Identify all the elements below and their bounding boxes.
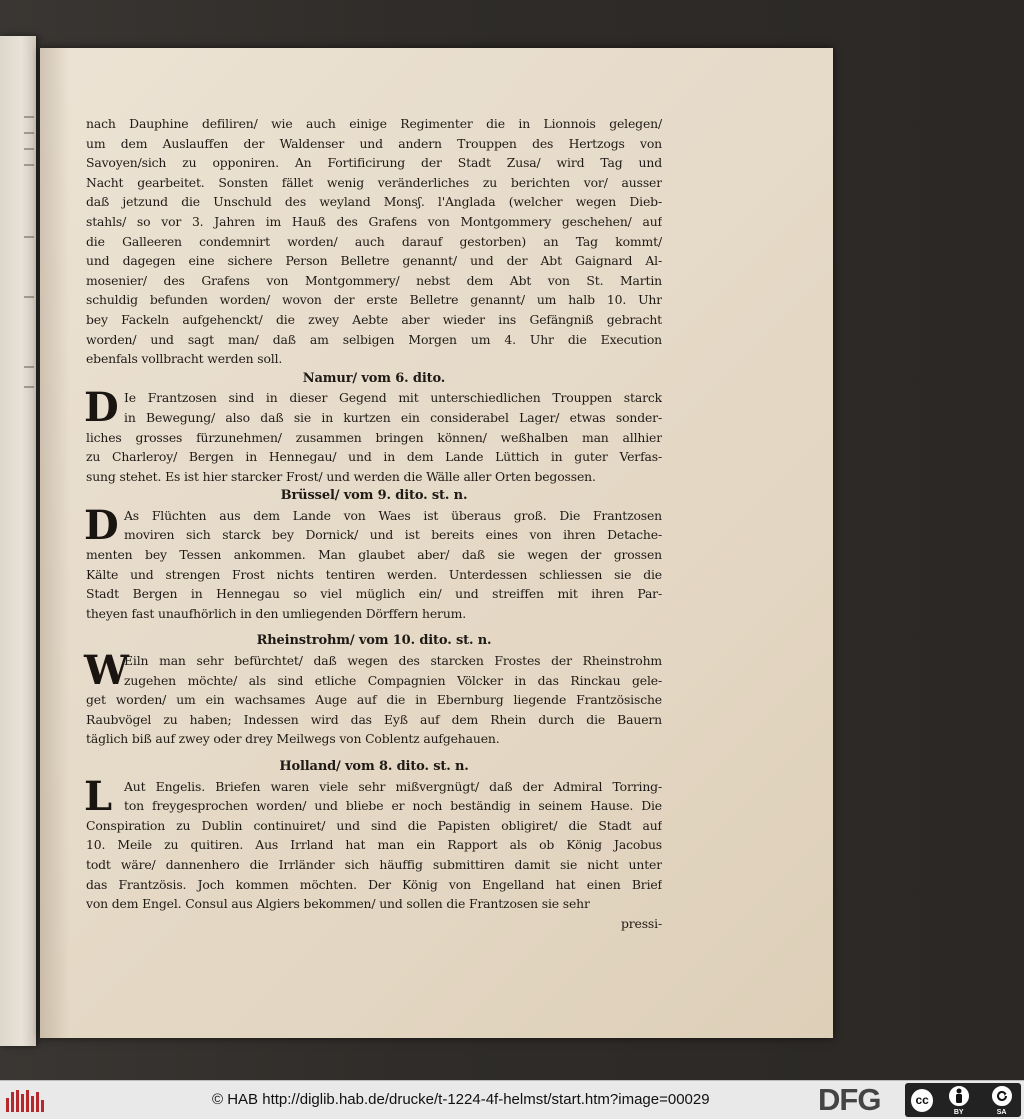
- text-line: moviren sich starck bey Dornick/ und ist bereits eines von ihren Detache-: [124, 527, 662, 543]
- paragraph-holland: [84, 772, 662, 914]
- text-line: todt wäre/ dannenhero die Irrländer sich häuffig submittiren damit sie nicht unter: [86, 856, 662, 872]
- text-line: Ie Frantzosen sind in dieser Gegend mit unterschiedlichen Trouppen starck: [124, 390, 662, 406]
- page-text: [86, 114, 662, 933]
- text-line: ebenfals vollbracht werden soll.: [86, 351, 283, 367]
- paragraph-rheinstrohm: [84, 647, 662, 749]
- heading-bruessel: Brüssel/ vom 9. dito. st. n.: [280, 488, 468, 504]
- text-line: von dem Engel. Consul aus Algiers bekommen/ und sollen die Frantzosen sie sehr: [86, 896, 590, 912]
- text-line: mosenier/ des Grafens von Montgommery/ nebst dem Abt von St. Martin: [86, 272, 662, 288]
- text-line: Conspiration zu Dublin continuiret/ und sind die Papisten obligiret/ die Stadt auf: [86, 817, 662, 833]
- text-line: Raubvögel zu haben; Indessen wird das Eyß auf dem Rhein durch die Bauern: [86, 711, 662, 727]
- text-line: die Galleeren condemnirt worden/ auch darauf gestorben) an Tag kommt/: [86, 233, 662, 249]
- previous-page-edge: [0, 36, 36, 1046]
- paragraph-continued: [86, 114, 662, 369]
- text-line: Stadt Bergen in Hennegau so viel müglich ein/ und streiffen mit ihren Par-: [86, 586, 662, 602]
- text-line: das Frantzösis. Joch kommen möchten. Der König von Engelland hat einen Brief: [86, 876, 662, 892]
- text-line: nach Dauphine defiliren/ wie auch einige Regimenter die in Lionnois gelegen/: [86, 116, 662, 131]
- paragraph-namur: [84, 384, 662, 486]
- text-line: um dem Auslauffen der Waldenser und andern Trouppen des Hertzogs von: [86, 135, 662, 151]
- text-line: und dagegen eine sichere Person Belletre genannt/ und der Abt Gaignard Al-: [86, 253, 662, 269]
- heading-namur: Namur/ vom 6. dito.: [302, 370, 446, 386]
- text-line: theyen fast unaufhörlich in den umliegenden Dörffern herum.: [86, 605, 467, 621]
- hab-logo-icon: [6, 1090, 46, 1112]
- text-line: ton freygesprochen worden/ und bliebe er noch beständig in seinem Hause. Die: [124, 798, 662, 814]
- text-line: liches grosses fürzunehmen/ zusammen bringen können/ weßhalben man allhier: [86, 429, 662, 445]
- scanned-page: [40, 48, 833, 1038]
- text-line: daß jetzund die Unschuld des weyland Monsʃ. l'Anglada (welcher wegen Dieb-: [86, 194, 662, 210]
- paragraph-bruessel: [84, 501, 662, 624]
- heading-rheinstrohm: Rheinstrohm/ vom 10. dito. st. n.: [256, 633, 492, 649]
- text-line: get worden/ um ein wachsames Auge auf die in Ebernburg liegende Frantzösische: [86, 692, 662, 708]
- attribution-person-icon: [947, 1084, 971, 1108]
- share-alike-icon: [990, 1084, 1014, 1108]
- dropcap-namur: D: [84, 384, 119, 432]
- text-line: stahls/ so vor 3. Jahren im Hauß des Grafens von Montgommery geschehen/ auf: [86, 213, 662, 229]
- source-link[interactable]: © HAB http://diglib.hab.de/drucke/t-1224-4f-helmst/start.htm?image=00029: [212, 1091, 710, 1108]
- text-line: schuldig befunden worden/ wovon der erste Belletre genannt/ um halb 10. Uhr: [86, 292, 662, 308]
- text-line: zugehen möchte/ als sind etliche Compagnien Völcker in das Rinckau gele-: [124, 672, 662, 688]
- text-line: sung stehet. Es ist hier starcker Frost/ und werden die Wälle aller Orten begossen.: [86, 468, 596, 484]
- sa-block: [982, 1083, 1021, 1117]
- text-line: zu Charleroy/ Bergen in Hennegau/ und in dem Lande Lüttich in guter Verfas-: [86, 449, 662, 465]
- by-label: BY: [953, 1109, 964, 1116]
- text-line: worden/ und sagt man/ daß am selbigen Morgen um 4. Uhr die Execution: [86, 331, 662, 347]
- cc-icon: cc: [909, 1087, 935, 1114]
- text-line: menten bey Tessen ankommen. Man glaubet aber/ daß sie wegen der grossen: [86, 547, 662, 563]
- text-line: Kälte und strengen Frost nichts tentiren werden. Unterdessen schliessen sie die: [86, 566, 662, 582]
- catchword: pressi-: [620, 915, 662, 931]
- text-line: Eiln man sehr befürchtet/ daß wegen des starcken Frostes der Rheinstrohm: [124, 653, 662, 669]
- dfg-logo: DFG: [818, 1082, 881, 1117]
- text-line: Aut Engelis. Briefen waren viele sehr mißvergnügt/ daß der Admiral Torring-: [124, 778, 662, 794]
- text-line: 10. Meile zu quitiren. Aus Irrland hat man ein Rapport als ob König Jacobus: [86, 837, 662, 853]
- text-line: täglich biß auf zwey oder drey Meilwegs von Coblentz aufgehauen.: [86, 731, 500, 747]
- text-line: in Bewegung/ also daß sie in kurtzen ein considerabel Lager/ etwas sonder-: [124, 409, 662, 425]
- dropcap-holland: L: [84, 772, 112, 820]
- dropcap-rheinstrohm: W: [84, 647, 129, 695]
- dropcap-bruessel: D: [84, 501, 119, 549]
- by-block: [939, 1083, 978, 1117]
- text-line: Nacht gearbeitet. Sonsten fället wenig veränderliches zu berichten vor/ ausser: [86, 174, 662, 190]
- text-line: Savoyen/sich zu opponiren. An Fortificirung der Stadt Zusa/ wird Tag und: [86, 155, 662, 171]
- sa-label: SA: [996, 1109, 1007, 1116]
- text-line: As Flüchten aus dem Lande von Waes ist überaus groß. Die Frantzosen: [124, 507, 662, 523]
- text-line: bey Fackeln aufgehenckt/ die zwey Aebte aber wieder ins Gefängniß gebracht: [86, 311, 662, 327]
- heading-holland: Holland/ vom 8. dito. st. n.: [279, 759, 469, 774]
- footer-bar: [0, 1080, 1024, 1119]
- cc-license-badge[interactable]: [905, 1083, 1021, 1117]
